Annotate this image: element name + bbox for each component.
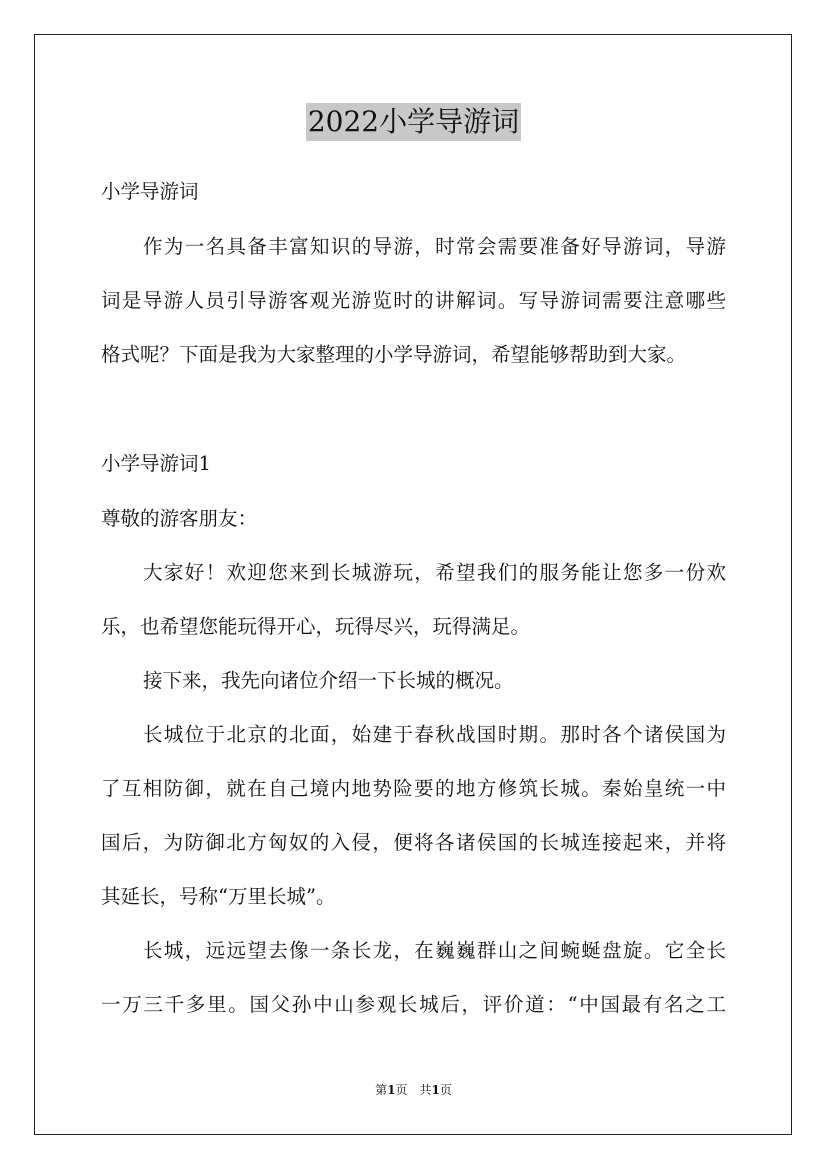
body-line-8: 长城，远远望去像一条长龙，在巍巍群山之间蜿蜒盘旋。它全长	[143, 939, 726, 962]
footer-total-pages: 1	[431, 1083, 440, 1097]
document-title: 2022小学导游词	[306, 103, 521, 141]
body-line-7: 其延长，号称“万里长城”。	[101, 885, 336, 908]
intro-line-3: 格式呢？下面是我为大家整理的小学导游词，希望能够帮助到大家。	[101, 343, 687, 366]
intro-line-2: 词是导游人员引导游客观光游览时的讲解词。写导游词需要注意哪些	[101, 289, 726, 312]
footer-current-page: 1	[387, 1083, 396, 1097]
section-heading: 小学导游词1	[101, 452, 211, 475]
footer-prefix: 第	[375, 1083, 388, 1097]
body-line-9: 一万三千多里。国父孙中山参观长城后，评价道：“中国最有名之工	[101, 993, 726, 1016]
body-line-2: 乐，也希望您能玩得开心，玩得尽兴，玩得满足。	[101, 615, 531, 638]
body-line-3: 接下来，我先向诸位介绍一下长城的概况。	[143, 669, 514, 692]
body-line-5: 了互相防御，就在自己境内地势险要的地方修筑长城。秦始皇统一中	[101, 777, 726, 800]
subtitle: 小学导游词	[101, 180, 199, 203]
body-line-4: 长城位于北京的北面，始建于春秋战国时期。那时各个诸侯国为	[143, 723, 726, 746]
body-line-6: 国后，为防御北方匈奴的入侵，便将各诸侯国的长城连接起来，并将	[101, 831, 726, 854]
footer-mid: 页 共	[395, 1083, 432, 1097]
title-container	[0, 103, 827, 141]
greeting: 尊敬的游客朋友：	[101, 507, 258, 530]
body-line-1: 大家好！欢迎您来到长城游玩，希望我们的服务能让您多一份欢	[143, 561, 726, 584]
intro-line-1: 作为一名具备丰富知识的导游，时常会需要准备好导游词，导游	[143, 235, 726, 258]
footer-suffix: 页	[439, 1083, 452, 1097]
page-footer	[0, 1082, 827, 1098]
